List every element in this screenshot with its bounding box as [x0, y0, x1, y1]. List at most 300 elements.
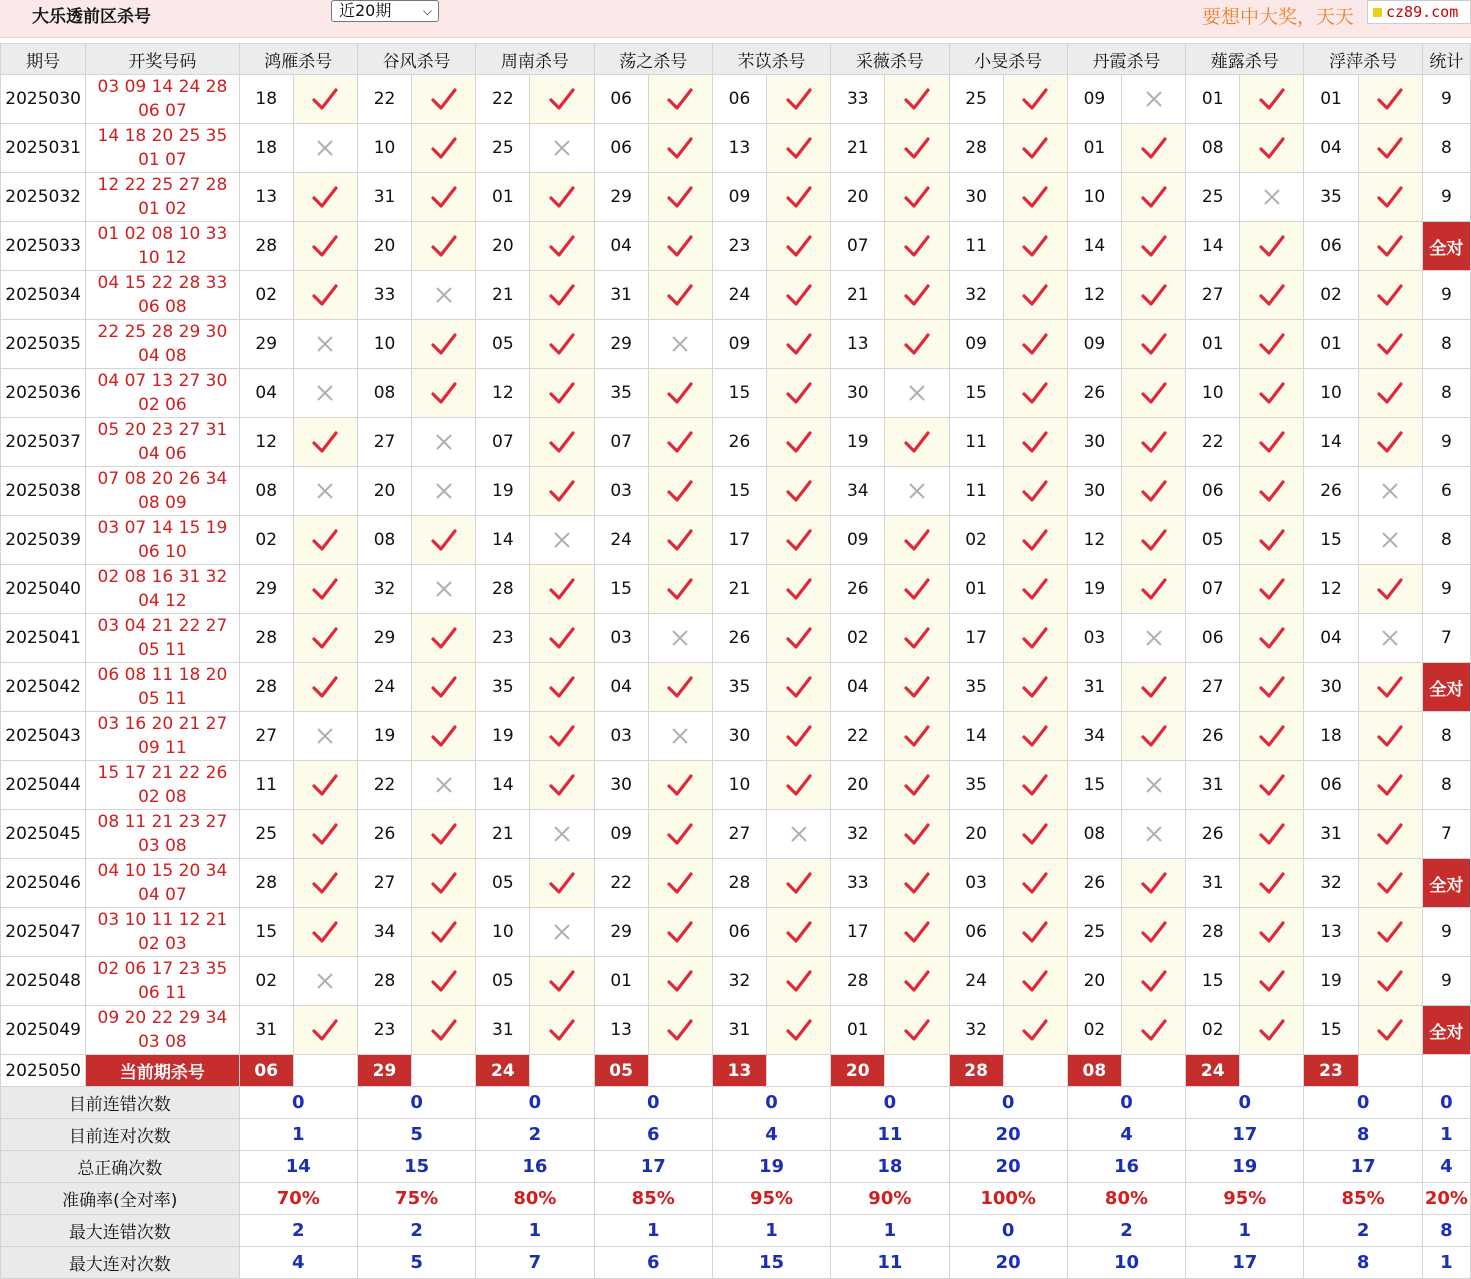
check-icon: [1022, 136, 1048, 160]
result-mark-cell: [1003, 369, 1067, 418]
result-mark-cell: [1003, 663, 1067, 712]
kill-number-cell: 29: [594, 320, 648, 369]
period-cell: 2025037: [1, 418, 86, 467]
kill-number-cell: 01: [949, 565, 1003, 614]
check-icon: [1022, 871, 1048, 895]
kill-number-cell: 10: [1067, 173, 1121, 222]
stats-value: 17: [1304, 1151, 1422, 1183]
table-row: [1, 712, 1471, 761]
check-icon: [312, 430, 338, 454]
check-icon: [1022, 920, 1048, 944]
kill-number-cell: 24: [712, 271, 766, 320]
kill-number-cell: 03: [594, 614, 648, 663]
stats-value: 0: [1186, 1087, 1304, 1119]
current-period: [1, 1055, 1471, 1087]
kill-number-cell: 26: [357, 810, 411, 859]
cross-icon: [1380, 481, 1400, 501]
check-icon: [667, 136, 693, 160]
result-mark-cell: [1240, 75, 1304, 124]
result-mark-cell: [885, 957, 949, 1006]
draw-front: 04 10 15 20 34: [97, 861, 228, 881]
kill-number-cell: 01: [1186, 75, 1240, 124]
kill-number-cell: 22: [594, 859, 648, 908]
draw-cell: [86, 565, 239, 614]
check-icon: [1022, 675, 1048, 699]
result-mark-cell: [293, 271, 357, 320]
count-cell: 9: [1422, 271, 1470, 320]
check-icon: [312, 1018, 338, 1042]
check-icon: [312, 675, 338, 699]
result-mark-cell: [1121, 124, 1185, 173]
kill-number-cell: 15: [949, 369, 1003, 418]
draw-cell: [86, 173, 239, 222]
period-cell: 2025032: [1, 173, 86, 222]
kill-number-cell: 01: [594, 957, 648, 1006]
check-icon: [786, 871, 812, 895]
kill-number-cell: 08: [239, 467, 293, 516]
check-icon: [1141, 1018, 1167, 1042]
kill-number-cell: 29: [594, 173, 648, 222]
check-icon: [786, 773, 812, 797]
kill-number-cell: 28: [239, 663, 293, 712]
header-row: [1, 44, 1471, 75]
result-mark-cell: [530, 320, 594, 369]
kill-number-cell: 31: [1186, 859, 1240, 908]
cross-icon: [1380, 530, 1400, 550]
draw-back: 02 06: [138, 395, 187, 415]
kill-number-cell: 06: [712, 908, 766, 957]
result-mark-cell: [530, 271, 594, 320]
stats-value: 6: [594, 1119, 712, 1151]
current-kill-empty: [412, 1055, 476, 1087]
check-icon: [667, 381, 693, 405]
stats-value: 5: [357, 1247, 475, 1279]
result-mark-cell: [885, 271, 949, 320]
stats-value: 0: [1304, 1087, 1422, 1119]
result-mark-cell: [293, 173, 357, 222]
result-mark-cell: [1358, 712, 1422, 761]
kill-number-cell: 04: [1304, 124, 1358, 173]
check-icon: [904, 430, 930, 454]
check-icon: [431, 626, 457, 650]
table-row: [1, 663, 1471, 712]
draw-front: 14 18 20 25 35: [97, 126, 228, 146]
stats-value: 1: [239, 1119, 357, 1151]
kill-number-cell: 28: [357, 957, 411, 1006]
kill-number-cell: 06: [1186, 467, 1240, 516]
draw-back: 06 11: [138, 983, 187, 1003]
result-mark-cell: [1240, 516, 1304, 565]
check-icon: [431, 185, 457, 209]
kill-number-cell: 31: [239, 1006, 293, 1055]
check-icon: [1022, 773, 1048, 797]
check-icon: [1141, 381, 1167, 405]
stats-value: 20: [949, 1247, 1067, 1279]
col-expert-header: 薤露杀号: [1186, 44, 1304, 75]
kill-number-cell: 05: [1186, 516, 1240, 565]
kill-number-cell: 23: [712, 222, 766, 271]
check-icon: [1141, 675, 1167, 699]
check-icon: [1141, 724, 1167, 748]
result-mark-cell: [293, 516, 357, 565]
kill-number-cell: 11: [949, 418, 1003, 467]
kill-number-cell: 28: [949, 124, 1003, 173]
current-kill-number: 13: [712, 1055, 766, 1087]
check-icon: [904, 332, 930, 356]
cross-icon: [1380, 628, 1400, 648]
kill-number-cell: 29: [239, 320, 293, 369]
result-mark-cell: [1358, 761, 1422, 810]
result-mark-cell: [767, 516, 831, 565]
kill-number-cell: 34: [1067, 712, 1121, 761]
check-icon: [1259, 1018, 1285, 1042]
kill-number-cell: 21: [831, 271, 885, 320]
stats-value: 85%: [1304, 1183, 1422, 1215]
check-icon: [549, 430, 575, 454]
kill-number-cell: 26: [1067, 369, 1121, 418]
check-icon: [1259, 626, 1285, 650]
cross-icon: [552, 530, 572, 550]
check-icon: [1259, 969, 1285, 993]
kill-number-cell: 21: [476, 271, 530, 320]
result-mark-cell: [293, 320, 357, 369]
logo-text: cz89.com: [1386, 3, 1459, 21]
period-select-value: 近20期: [339, 1, 392, 20]
cross-icon: [552, 824, 572, 844]
draw-back: 03 08: [138, 836, 187, 856]
stats-value: 1: [476, 1215, 594, 1247]
stats-value: 0: [949, 1215, 1067, 1247]
result-mark-cell: [1121, 1006, 1185, 1055]
check-icon: [786, 1018, 812, 1042]
cross-icon: [434, 432, 454, 452]
result-mark-cell: [293, 222, 357, 271]
stats-value: 2: [1304, 1215, 1422, 1247]
col-expert-header: 浮萍杀号: [1304, 44, 1422, 75]
result-mark-cell: [412, 124, 476, 173]
result-mark-cell: [648, 761, 712, 810]
check-icon: [904, 773, 930, 797]
kill-number-cell: 19: [831, 418, 885, 467]
kill-number-cell: 27: [712, 810, 766, 859]
kill-number-cell: 34: [831, 467, 885, 516]
draw-cell: [86, 957, 239, 1006]
kill-number-cell: 15: [1186, 957, 1240, 1006]
check-icon: [549, 871, 575, 895]
stats-value: 6: [594, 1247, 712, 1279]
result-mark-cell: [1358, 271, 1422, 320]
result-mark-cell: [1358, 467, 1422, 516]
stats-value: 17: [594, 1151, 712, 1183]
check-icon: [904, 871, 930, 895]
check-icon: [1377, 136, 1403, 160]
check-icon: [667, 185, 693, 209]
stats-row: [1, 1151, 1471, 1183]
kill-number-cell: 25: [476, 124, 530, 173]
check-icon: [786, 87, 812, 111]
kill-number-cell: 30: [1067, 467, 1121, 516]
kill-number-cell: 08: [1186, 124, 1240, 173]
count-cell: 7: [1422, 810, 1470, 859]
stats-value: 19: [712, 1151, 830, 1183]
result-mark-cell: [1240, 467, 1304, 516]
result-mark-cell: [1240, 957, 1304, 1006]
col-expert-header: 周南杀号: [476, 44, 594, 75]
kill-number-cell: 31: [357, 173, 411, 222]
col-draw-header: 开奖号码: [86, 44, 239, 75]
current-count-empty: [1422, 1055, 1470, 1087]
table-row: [1, 75, 1471, 124]
result-mark-cell: [412, 173, 476, 222]
stats-value: 2: [1067, 1215, 1185, 1247]
stats-value: 16: [476, 1151, 594, 1183]
kill-number-cell: 30: [712, 712, 766, 761]
check-icon: [1022, 724, 1048, 748]
kill-number-cell: 35: [476, 663, 530, 712]
stats-value: 0: [831, 1087, 949, 1119]
kill-number-cell: 29: [239, 565, 293, 614]
check-icon: [549, 626, 575, 650]
result-mark-cell: [1003, 810, 1067, 859]
result-mark-cell: [648, 859, 712, 908]
check-icon: [431, 920, 457, 944]
check-icon: [431, 1018, 457, 1042]
check-icon: [786, 675, 812, 699]
kill-number-cell: 06: [594, 124, 648, 173]
kill-number-cell: 09: [594, 810, 648, 859]
result-mark-cell: [1240, 369, 1304, 418]
result-mark-cell: [1003, 761, 1067, 810]
site-logo[interactable]: [1367, 0, 1471, 24]
count-cell: 6: [1422, 467, 1470, 516]
kill-number-cell: 09: [712, 320, 766, 369]
period-cell: 2025039: [1, 516, 86, 565]
kill-number-cell: 25: [1186, 173, 1240, 222]
stats-value: 1: [831, 1215, 949, 1247]
check-icon: [1022, 87, 1048, 111]
cross-icon: [552, 922, 572, 942]
result-mark-cell: [648, 124, 712, 173]
kill-number-cell: 04: [594, 222, 648, 271]
kill-number-cell: 07: [831, 222, 885, 271]
check-icon: [786, 332, 812, 356]
period-cell: 2025031: [1, 124, 86, 173]
stats-value: 2: [239, 1215, 357, 1247]
cross-icon: [1144, 628, 1164, 648]
kill-number-cell: 04: [594, 663, 648, 712]
kill-number-cell: 31: [1067, 663, 1121, 712]
kill-number-cell: 20: [949, 810, 1003, 859]
result-mark-cell: [1003, 908, 1067, 957]
result-mark-cell: [1121, 271, 1185, 320]
kill-number-cell: 06: [594, 75, 648, 124]
period-cell: 2025049: [1, 1006, 86, 1055]
result-mark-cell: [885, 222, 949, 271]
check-icon: [1259, 675, 1285, 699]
kill-number-cell: 14: [476, 761, 530, 810]
result-mark-cell: [1003, 75, 1067, 124]
stats-label: 准确率(全对率): [1, 1183, 240, 1215]
draw-front: 04 07 13 27 30: [97, 371, 228, 391]
check-icon: [431, 724, 457, 748]
current-kill-number: 24: [476, 1055, 530, 1087]
result-mark-cell: [530, 663, 594, 712]
kill-number-cell: 17: [712, 516, 766, 565]
check-icon: [667, 283, 693, 307]
stats-label: 总正确次数: [1, 1151, 240, 1183]
result-mark-cell: [293, 467, 357, 516]
cross-icon: [1262, 187, 1282, 207]
result-mark-cell: [1240, 761, 1304, 810]
result-mark-cell: [1121, 614, 1185, 663]
check-icon: [904, 724, 930, 748]
kill-number-cell: 28: [1186, 908, 1240, 957]
result-mark-cell: [885, 173, 949, 222]
check-icon: [904, 87, 930, 111]
count-cell: 9: [1422, 957, 1470, 1006]
kill-number-cell: 07: [1186, 565, 1240, 614]
result-mark-cell: [767, 75, 831, 124]
result-mark-cell: [412, 369, 476, 418]
result-mark-cell: [885, 320, 949, 369]
result-mark-cell: [1358, 1006, 1422, 1055]
kill-number-cell: 34: [357, 908, 411, 957]
result-mark-cell: [767, 712, 831, 761]
current-kill-number: 23: [1304, 1055, 1358, 1087]
kill-number-cell: 19: [476, 467, 530, 516]
check-icon: [904, 136, 930, 160]
kill-number-cell: 02: [239, 516, 293, 565]
kill-number-cell: 29: [594, 908, 648, 957]
result-mark-cell: [1240, 614, 1304, 663]
kill-number-cell: 03: [594, 467, 648, 516]
draw-front: 12 22 25 27 28: [97, 175, 228, 195]
kill-number-cell: 33: [831, 75, 885, 124]
result-mark-cell: [885, 761, 949, 810]
check-icon: [1022, 332, 1048, 356]
stats-value: 4: [712, 1119, 830, 1151]
result-mark-cell: [1121, 859, 1185, 908]
kill-number-cell: 04: [239, 369, 293, 418]
result-mark-cell: [767, 565, 831, 614]
result-mark-cell: [885, 859, 949, 908]
check-icon: [1141, 283, 1167, 307]
kill-number-cell: 22: [476, 75, 530, 124]
result-mark-cell: [1003, 859, 1067, 908]
check-icon: [431, 87, 457, 111]
cross-icon: [670, 726, 690, 746]
result-mark-cell: [767, 1006, 831, 1055]
stats-value: 100%: [949, 1183, 1067, 1215]
result-mark-cell: [530, 418, 594, 467]
col-expert-header: 荡之杀号: [594, 44, 712, 75]
cross-icon: [434, 481, 454, 501]
draw-cell: [86, 1006, 239, 1055]
check-icon: [1259, 430, 1285, 454]
stats-label: 目前连错次数: [1, 1087, 240, 1119]
kill-number-cell: 18: [239, 124, 293, 173]
stats-count: 4: [1422, 1151, 1470, 1183]
kill-number-cell: 25: [1067, 908, 1121, 957]
cross-icon: [434, 775, 454, 795]
draw-back: 08 09: [138, 493, 187, 513]
check-icon: [667, 920, 693, 944]
check-icon: [904, 969, 930, 993]
current-kill-empty: [530, 1055, 594, 1087]
kill-number-cell: 21: [476, 810, 530, 859]
period-select[interactable]: [331, 0, 439, 22]
result-mark-cell: [530, 712, 594, 761]
stats-count: 20%: [1422, 1183, 1470, 1215]
check-icon: [667, 773, 693, 797]
check-icon: [667, 479, 693, 503]
check-icon: [1259, 773, 1285, 797]
result-mark-cell: [1003, 222, 1067, 271]
result-mark-cell: [767, 173, 831, 222]
draw-back: 04 07: [138, 885, 187, 905]
draw-back: 10 12: [138, 248, 187, 268]
current-kill-empty: [885, 1055, 949, 1087]
check-icon: [1141, 577, 1167, 601]
kill-number-cell: 20: [831, 761, 885, 810]
stats-rows: [1, 1087, 1471, 1279]
draw-cell: [86, 908, 239, 957]
stats-value: 17: [1186, 1119, 1304, 1151]
kill-number-cell: 18: [239, 75, 293, 124]
kill-number-cell: 14: [1304, 418, 1358, 467]
check-icon: [667, 430, 693, 454]
chevron-down-icon: ⌵: [422, 4, 432, 18]
draw-back: 01 02: [138, 199, 187, 219]
result-mark-cell: [885, 1006, 949, 1055]
kill-number-cell: 11: [949, 467, 1003, 516]
result-mark-cell: [293, 712, 357, 761]
current-kill-label: 当前期杀号: [86, 1055, 239, 1087]
kill-number-cell: 02: [831, 614, 885, 663]
current-kill-number: 06: [239, 1055, 293, 1087]
check-icon: [1141, 185, 1167, 209]
check-icon: [1022, 577, 1048, 601]
kill-number-cell: 09: [949, 320, 1003, 369]
stats-value: 7: [476, 1247, 594, 1279]
check-icon: [667, 969, 693, 993]
kill-number-cell: 26: [1186, 712, 1240, 761]
check-icon: [549, 773, 575, 797]
result-mark-cell: [1358, 75, 1422, 124]
kill-number-cell: 10: [1186, 369, 1240, 418]
result-mark-cell: [1121, 712, 1185, 761]
kill-number-cell: 10: [1304, 369, 1358, 418]
check-icon: [1022, 234, 1048, 258]
stats-value: 75%: [357, 1183, 475, 1215]
result-mark-cell: [412, 859, 476, 908]
draw-front: 02 08 16 31 32: [97, 567, 228, 587]
result-mark-cell: [1003, 614, 1067, 663]
result-mark-cell: [1240, 222, 1304, 271]
check-icon: [1022, 381, 1048, 405]
result-mark-cell: [1240, 810, 1304, 859]
result-mark-cell: [530, 369, 594, 418]
result-mark-cell: [885, 467, 949, 516]
current-kill-empty: [1121, 1055, 1185, 1087]
result-mark-cell: [885, 614, 949, 663]
kill-number-cell: 10: [357, 320, 411, 369]
table-row: [1, 810, 1471, 859]
result-mark-cell: [648, 957, 712, 1006]
check-icon: [1022, 283, 1048, 307]
check-icon: [1259, 871, 1285, 895]
check-icon: [786, 626, 812, 650]
